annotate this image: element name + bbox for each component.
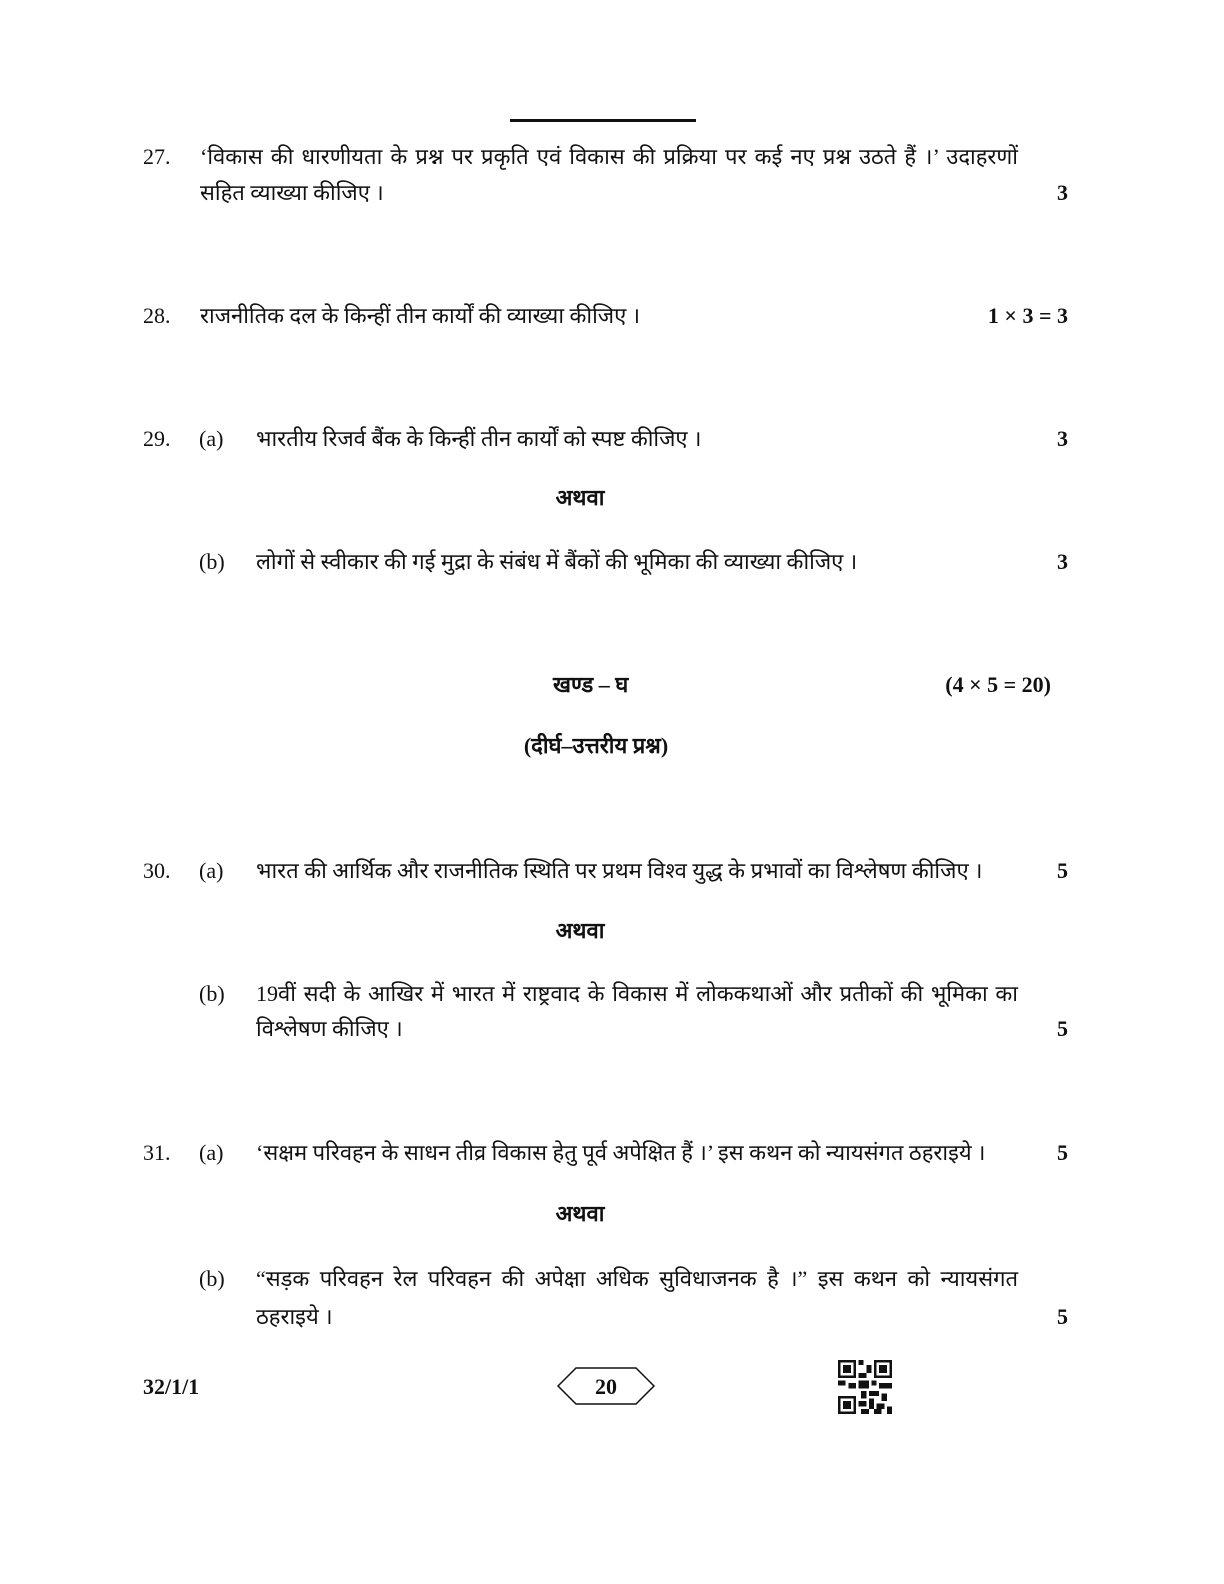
q31-a-label: (a) bbox=[199, 1140, 224, 1165]
q29-number: 29. bbox=[143, 426, 171, 451]
q27-text-line2: सहित व्याख्या कीजिए । bbox=[200, 180, 384, 205]
q30-b-text-line1: 19वीं सदी के आखिर में भारत में राष्ट्रवाद के विकास में लोककथाओं और प्रतीकों की भूमिका का bbox=[256, 981, 1018, 1006]
q28-marks: 1 × 3 = 3 bbox=[987, 303, 1068, 328]
section-marks: (4 × 5 = 20) bbox=[945, 672, 1051, 697]
q29-b-label: (b) bbox=[199, 549, 225, 574]
q30-a-text: भारत की आर्थिक और राजनीतिक स्थिति पर प्रथम विश्व युद्ध के प्रभावों का विश्लेषण कीजिए । bbox=[256, 858, 983, 883]
page-number: 20 bbox=[595, 1374, 617, 1399]
q31-a-text: ‘सक्षम परिवहन के साधन तीव्र विकास हेतु पूर्व अपेक्षित हैं ।’ इस कथन को न्यायसंगत ठहराइये । bbox=[256, 1140, 986, 1165]
q31-b-text-line1: “सड़क परिवहन रेल परिवहन की अपेक्षा अधिक सुविधाजनक है ।” इस कथन को न्यायसंगत bbox=[256, 1266, 1018, 1291]
q29-a-label: (a) bbox=[199, 426, 224, 451]
q30-a-label: (a) bbox=[199, 858, 224, 883]
q28-text: राजनीतिक दल के किन्हीं तीन कार्यों की व्याख्या कीजिए । bbox=[200, 303, 641, 328]
q31-b-label: (b) bbox=[199, 1266, 225, 1291]
q30-a-marks: 5 bbox=[1057, 858, 1068, 883]
q31-a-marks: 5 bbox=[1057, 1140, 1068, 1165]
q31-or: अथवा bbox=[555, 1201, 605, 1226]
paper-code: 32/1/1 bbox=[143, 1374, 200, 1399]
q29-a-marks: 3 bbox=[1057, 426, 1068, 451]
q27-text-line1: ‘विकास की धारणीयता के प्रश्न पर प्रकृति एवं विकास की प्रक्रिया पर कई नए प्रश्न उठते हैं ।’ उदाहरणों bbox=[200, 144, 1018, 169]
q27-number: 27. bbox=[143, 144, 171, 169]
q28-number: 28. bbox=[143, 303, 171, 328]
section-title: खण्ड – घ bbox=[553, 672, 629, 697]
top-divider bbox=[510, 119, 696, 122]
q30-b-text-line2: विश्लेषण कीजिए । bbox=[256, 1016, 403, 1041]
q29-b-text: लोगों से स्वीकार की गई मुद्रा के संबंध में बैंकों की भूमिका की व्याख्या कीजिए । bbox=[256, 549, 858, 574]
q29-b-marks: 3 bbox=[1057, 549, 1068, 574]
q27-marks: 3 bbox=[1057, 180, 1068, 205]
q30-or: अथवा bbox=[555, 918, 605, 943]
q30-b-marks: 5 bbox=[1057, 1016, 1068, 1041]
q31-number: 31. bbox=[143, 1140, 171, 1165]
q30-number: 30. bbox=[143, 858, 171, 883]
qr-code-icon bbox=[838, 1360, 892, 1414]
q31-b-marks: 5 bbox=[1057, 1304, 1068, 1329]
q29-or: अथवा bbox=[555, 485, 605, 510]
q30-b-label: (b) bbox=[199, 981, 225, 1006]
q31-b-text-line2: ठहराइये । bbox=[256, 1304, 333, 1329]
section-subtitle: (दीर्घ–उत्तरीय प्रश्न) bbox=[523, 733, 669, 758]
q29-a-text: भारतीय रिजर्व बैंक के किन्हीं तीन कार्यों को स्पष्ट कीजिए । bbox=[256, 426, 702, 451]
